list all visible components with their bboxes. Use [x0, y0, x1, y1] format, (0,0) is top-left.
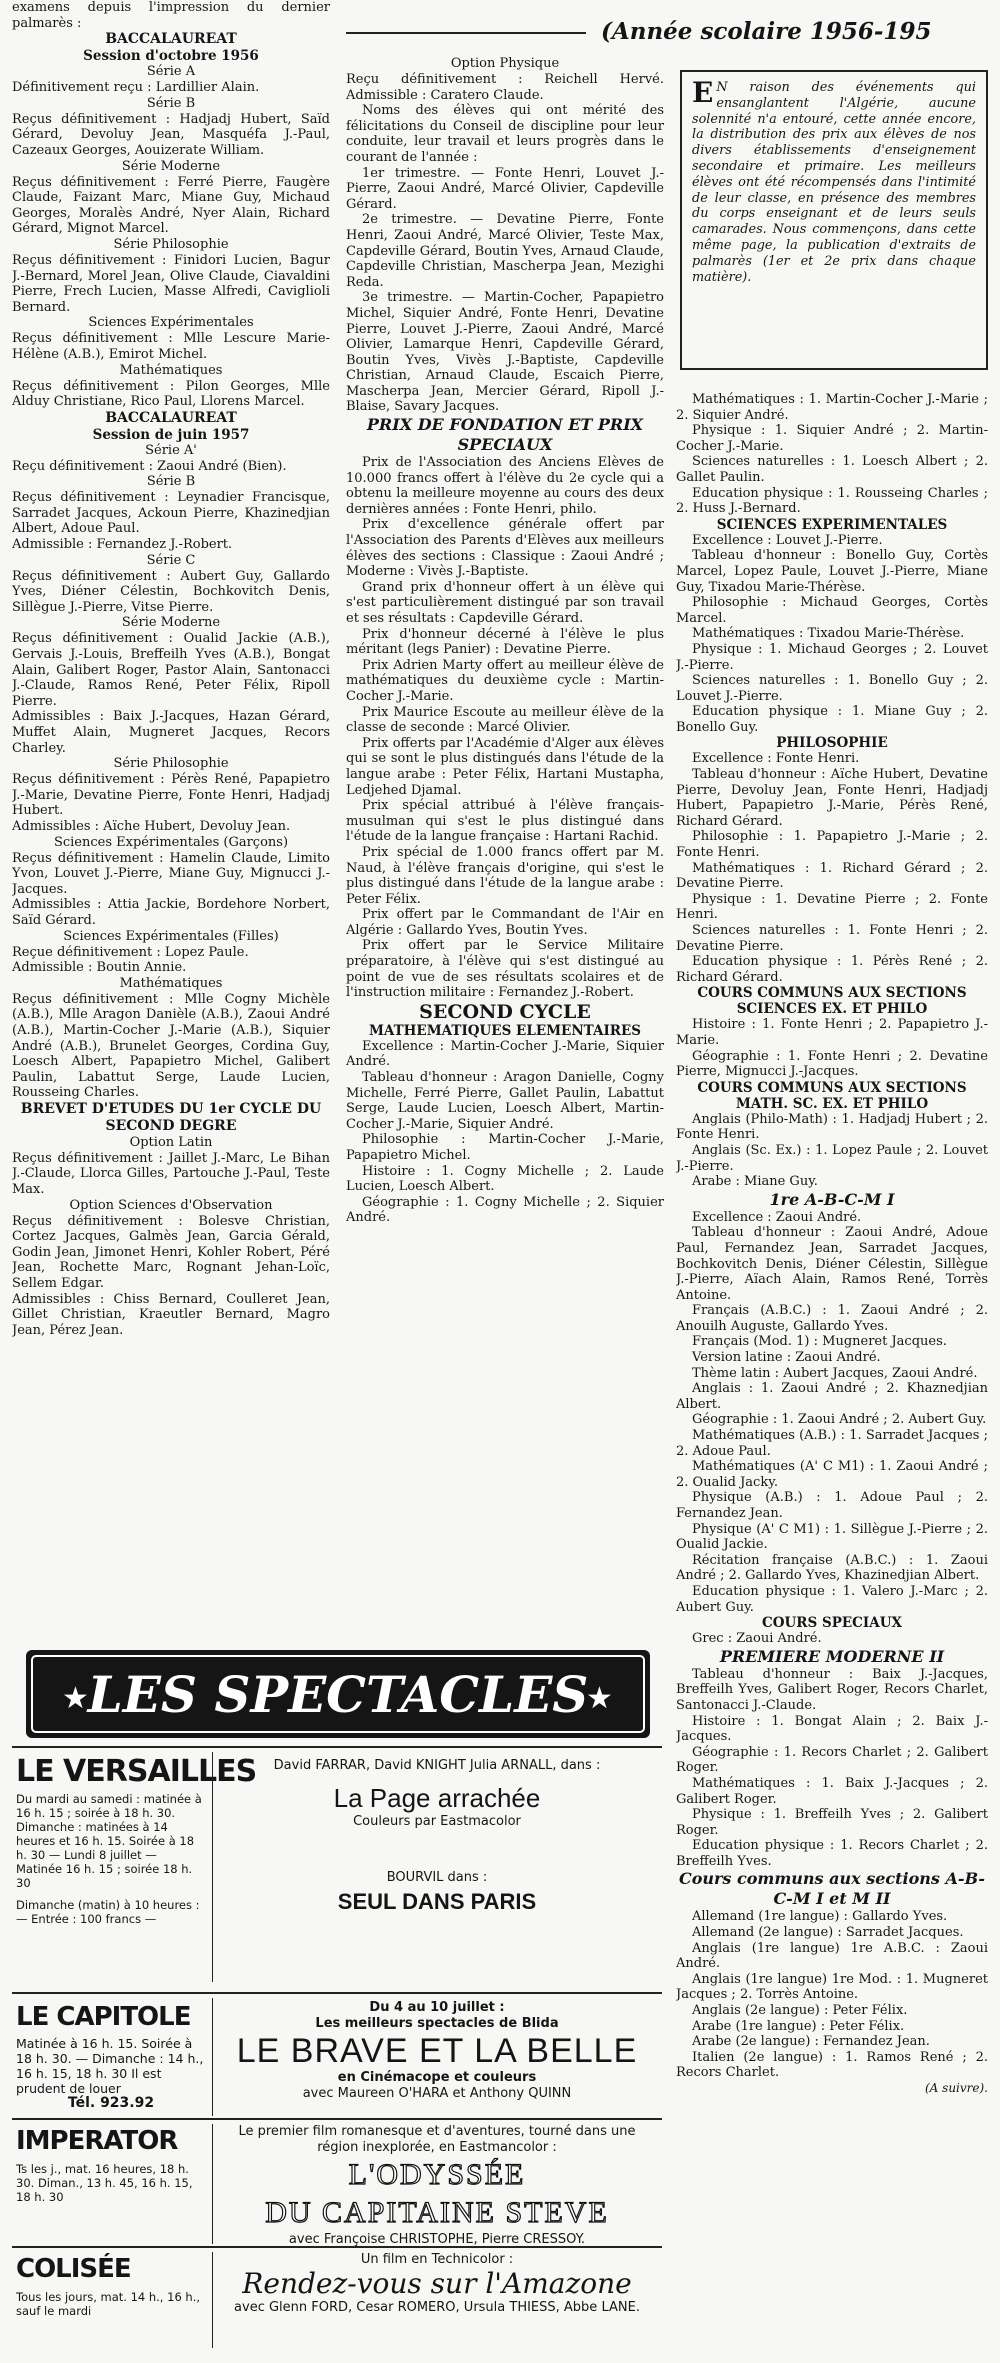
- film-cast: avec Glenn FORD, Cesar ROMERO, Ursula THIESS, Abbe LANE.: [234, 2300, 640, 2315]
- paragraph: Reçus définitivement : Oualid Jackie (A.B.), Gervais J.-Louis, Breffeilh Yves (A.B.), Bongat Alain, Galibert Roger, Pastor Alain, Santonacci J.-Claude, Ramos René, Peter Félix, Ripoll Pierre.: [12, 631, 330, 709]
- venue-schedule: Du mardi au samedi : matinée à 16 h. 15 ; soirée à 18 h. 30. Dimanche : matinées à 14 heures et 16 h. 15. Soirée à 18 h. 30 — Lundi 8 juillet — Matinée 16 h. 15 ; soirée 18 h. 30: [16, 1792, 202, 1890]
- paragraph: Reçus définitivement : Bolesve Christian, Cortez Jacques, Galmès Jean, Garcia Gérald, Godin Jean, Jimonet Henri, Kohler Robert, Péré Jean, Rochette Marc, Rognant Jehan-Loïc, Sellem Edgar.: [12, 1213, 330, 1292]
- paragraph: Prix d'honneur décerné à l'élève le plus méritant (legs Panier) : Devatine Pierre.: [346, 626, 664, 658]
- paragraph: Sciences naturelles : 1. Fonte Henri ; 2. Devatine Pierre.: [676, 923, 988, 954]
- film-color: Couleurs par Eastmacolor: [353, 1814, 521, 1829]
- paragraph: Tableau d'honneur : Bonello Guy, Cortès Marcel, Lopez Paule, Louvet J.-Pierre, Miane Guy, Tixadou Marie-Thérèse.: [676, 548, 988, 595]
- paragraph: Mathématiques : 1. Richard Gérard ; 2. Devatine Pierre.: [676, 860, 988, 892]
- paragraph: Anglais (Sc. Ex.) : 1. Lopez Paule ; 2. Louvet J.-Pierre.: [676, 1142, 988, 1174]
- film-title: La Page arrachée: [333, 1783, 541, 1813]
- paragraph: Reçus définitivement : Finidori Lucien, Bagur J.-Bernard, Morel Jean, Olive Claude, Ciavaldini Pierre, Frech Lucien, Masse Alfredi, Caviglioli Bernard.: [12, 252, 330, 315]
- notice-box: [680, 70, 988, 370]
- venue-capitole: [12, 1992, 662, 2118]
- paragraph: Education physique : 1. Recors Charlet ; 2. Breffeilh Yves.: [676, 1838, 988, 1869]
- subheading: Sciences Expérimentales (Garçons): [53, 834, 289, 850]
- banner-title: LES SPECTACLES: [87, 1665, 589, 1724]
- paragraph: Allemand (1re langue) : Gallardo Yves.: [692, 1909, 948, 1925]
- bold-heading: Session de juin 1957: [92, 426, 250, 443]
- paragraph: Tableau d'honneur : Aragon Danielle, Cogny Michelle, Ferré Pierre, Gallet Paulin, Labattut Serge, Laude Lucien, Loesch Albert, Martin-Cocher J.-Marie, Siquier André.: [346, 1070, 664, 1132]
- paragraph: Version latine : Zaoui André.: [692, 1350, 881, 1366]
- paragraph: Excellence : Louvet J.-Pierre.: [692, 532, 883, 548]
- film-cast: avec Françoise CHRISTOPHE, Pierre CRESSOY.: [288, 2232, 586, 2247]
- paragraph: Prix Adrien Marty offert au meilleur élève de mathématiques du deuxième cycle : Martin-Cocher J.-Marie.: [346, 657, 664, 704]
- paragraph: Reçus définitivement : Pérès René, Papapietro J.-Marie, Devatine Pierre, Fonte Henri, Hadjadj Hubert.: [12, 772, 330, 819]
- paragraph: Mathématiques : 1. Baix J.-Jacques ; 2. Galibert Roger.: [676, 1775, 988, 1807]
- film-tagline: Les meilleurs spectacles de Blida: [315, 2016, 559, 2031]
- paragraph: Anglais (Philo-Math) : 1. Hadjadj Hubert ; 2. Fonte Henri.: [676, 1111, 988, 1143]
- paragraph: Reçus définitivement : Mlle Cogny Michèle (A.B.), Mlle Aragon Danièle (A.B.), Zaoui André (A.B.), Martin-Cocher J.-Marie (A.B.), Siquier André (A.B.), Brunelet Georges, Cordina Guy, Loesch Albert, Papapietro Michel, Galibert Paulin, Labattut Serge, Laude Lucien, Rousseing Charles.: [12, 991, 330, 1101]
- subheading: Série A': [145, 442, 197, 458]
- star-left-icon: ★: [62, 1681, 89, 1716]
- section-heading: BACCALAUREAT: [105, 31, 237, 48]
- paragraph: Prix spécial de 1.000 francs offert par M. Naud, à l'élève français d'origine, qui s'est le plus distingué dans l'étude de la langue arabe : Peter Félix.: [346, 844, 664, 907]
- banner-graphic: [26, 1650, 650, 1738]
- paragraph: Admissible : Fernandez J.-Robert.: [12, 537, 233, 553]
- film-title-line-2: DU CAPITAINE STEVE: [265, 2196, 609, 2229]
- paragraph: Français (A.B.C.) : 1. Zaoui André ; 2. Anouilh Auguste, Gallardo Yves.: [676, 1303, 988, 1334]
- film-cast: avec Maureen O'HARA et Anthony QUINN: [302, 2086, 572, 2101]
- subheading: Série Philosophie: [113, 236, 229, 252]
- paragraph: Reçue définitivement : Lopez Paule.: [12, 944, 249, 960]
- paragraph: Noms des élèves qui ont mérité des félicitations du Conseil de discipline pour leur conduite, leur travail et leurs progrès dans le courant de l'année :: [346, 103, 664, 165]
- paragraph: 2e trimestre. — Devatine Pierre, Fonte Henri, Zaoui André, Marcé Olivier, Teste Max, Capdeville Gérard, Boutin Yves, Arnaud Claude, Capdeville Christian, Mascherpa Jean, Mezighi Reda.: [346, 212, 664, 290]
- paragraph: Reçus définitivement : Hadjadj Hubert, Saïd Gérard, Devoluy Jean, Masquéfa J.-Paul, Cazeaux Georges, Aouizerate William.: [12, 111, 330, 158]
- paragraph: Admissibles : Baix J.-Jacques, Hazan Gérard, Muffet Alain, Mugneret Jacques, Recors Charley.: [12, 709, 330, 756]
- page-header: [346, 18, 1000, 54]
- paragraph: Reçu définitivement : Zaoui André (Bien).: [12, 458, 287, 474]
- subheading: Série Moderne: [121, 615, 221, 631]
- paragraph: Prix offerts par l'Académie d'Alger aux élèves qui se sont le plus distingués dans l'étude de la langue arabe : Peter Félix, Hartani Mustapha, Ledjehed Djamal.: [346, 735, 664, 798]
- italic-heading: Cours communs aux sections A-B-C-M I et M II: [678, 1869, 986, 1909]
- paragraph: Physique (A' C M1) : 1. Sillègue J.-Pierre ; 2. Oualid Jackie.: [676, 1521, 988, 1553]
- film-title: LE BRAVE ET LA BELLE: [236, 2032, 638, 2070]
- subheading: Mathématiques: [119, 362, 223, 378]
- page-title: (Année scolaire 1956-195: [601, 18, 932, 45]
- spectacles-banner: [26, 1650, 650, 1738]
- venue-name: LE VERSAILLES: [16, 1754, 257, 1789]
- notice-text: N raison des événements qui ensanglantent l'Algérie, aucune solennité n'a entouré, cette année encore, la distribution des prix aux élèves de nos divers établissements d'enseignement secondaire et primaire. Les meilleurs élèves ont été récompensés dans l'intimité de leur classe, en présence des membres du corps enseignant et de leurs seuls camarades. Nous commençons, dans cette même page, la publication d'extraits de palmarès (1er et 2e prix dans chaque matière).: [692, 80, 976, 285]
- venue-divider: [212, 1998, 213, 2116]
- paragraph: Admissibles : Chiss Bernard, Coulleret Jean, Gillet Christian, Kraeutler Bernard, Magro Jean, Pérez Jean.: [12, 1291, 330, 1338]
- paragraph: Géographie : 1. Zaoui André ; 2. Aubert Guy.: [692, 1412, 987, 1428]
- paragraph: Tableau d'honneur : Zaoui André, Adoue Paul, Fernandez Jean, Sarradet Jacques, Bochkovitch Denis, Diéner Célestin, Sillègue J.-Pierre, Aïach Alain, Ramos René, Torrès Antoine.: [676, 1225, 988, 1303]
- italic-heading: PRIX DE FONDATION ET PRIX SPECIAUX: [366, 415, 644, 455]
- paragraph: Mathématiques (A.B.) : 1. Sarradet Jacques ; 2. Adoue Paul.: [676, 1428, 988, 1459]
- venue-phone: Tél. 923.92: [67, 2095, 155, 2111]
- film-format: en Cinémacope et couleurs: [337, 2070, 537, 2085]
- paragraph: Tableau d'honneur : Aïche Hubert, Devatine Pierre, Devoluy Jean, Fonte Henri, Hadjadj Hubert, Papapietro J.-Marie, Pérès René, Richard Gérard.: [676, 767, 988, 829]
- paragraph: Sciences naturelles : 1. Bonello Guy ; 2. Louvet J.-Pierre.: [676, 673, 988, 704]
- paragraph: Prix d'excellence générale offert par l'Association des Parents d'Elèves aux meilleurs élèves des sections : Classique : Zaoui André ; Moderne : Vivès J.-Baptiste.: [346, 517, 664, 580]
- paragraph: Excellence : Fonte Henri.: [692, 751, 860, 767]
- venue-divider: [212, 2252, 213, 2348]
- paragraph: Arabe (2e langue) : Fernandez Jean.: [692, 2034, 930, 2050]
- paragraph: Récitation française (A.B.C.) : 1. Zaoui André ; 2. Gallardo Yves, Khazinedjian Albert.: [676, 1552, 988, 1584]
- bold-heading: MATHEMATIQUES ELEMENTAIRES: [368, 1022, 642, 1039]
- paragraph: Géographie : 1. Cogny Michelle ; 2. Siquier André.: [346, 1194, 664, 1226]
- venue-divider: [212, 1752, 213, 1982]
- film-title-line-1: L'ODYSSÉE: [348, 2158, 526, 2191]
- venue-schedule: Matinée à 16 h. 15. Soirée à 18 h. 30. — Dimanche : 14 h., 16 h. 15, 18 h. 30 Il est prudent de louer: [16, 2036, 204, 2096]
- film-dates: Du 4 au 10 juillet :: [369, 2000, 505, 2015]
- paragraph: Histoire : 1. Cogny Michelle ; 2. Laude Lucien, Loesch Albert.: [346, 1163, 664, 1195]
- paragraph: Prix Maurice Escoute au meilleur élève de la classe de seconde : Marcé Olivier.: [346, 704, 664, 736]
- paragraph: Italien (2e langue) : 1. Ramos René ; 2. Recors Charlet.: [676, 2049, 988, 2081]
- venue-name: COLISÉE: [16, 2254, 131, 2284]
- paragraph: Prix de l'Association des Anciens Elèves de 10.000 francs offert à l'élève du 2e cycle qui a obtenu la meilleure moyenne au cours des deux dernières années : Fonte Henri, philo.: [346, 455, 664, 517]
- film-description: Un film en Technicolor :: [360, 2252, 514, 2267]
- bold-heading: COURS COMMUNS AUX SECTIONS SCIENCES EX. ET PHILO: [697, 985, 967, 1018]
- paragraph: Education physique : 1. Valero J.-Marc ; 2. Aubert Guy.: [676, 1583, 988, 1615]
- drop-cap: E: [692, 76, 714, 109]
- section-heading: BREVET D'ETUDES DU 1er CYCLE DU SECOND DEGRE: [20, 1100, 322, 1134]
- star-right-icon: ★: [586, 1681, 613, 1716]
- major-heading: SECOND CYCLE: [419, 1000, 591, 1023]
- paragraph: Prix spécial attribué à l'élève français-musulman qui s'est le plus distingué dans l'étude de la langue française : Hartani Rachid.: [346, 798, 664, 845]
- paragraph: Arabe : Miane Guy.: [692, 1174, 818, 1190]
- paragraph: Histoire : 1. Fonte Henri ; 2. Papapietro J.-Marie.: [676, 1017, 988, 1048]
- paragraph: Mathématiques : Tixadou Marie-Thérèse.: [692, 626, 965, 642]
- paragraph: Physique : 1. Michaud Georges ; 2. Louvet J.-Pierre.: [676, 641, 988, 673]
- paragraph: Grec : Zaoui André.: [692, 1631, 822, 1647]
- bold-heading: COURS SPECIAUX: [762, 1615, 902, 1632]
- paragraph: Admissibles : Aïche Hubert, Devoluy Jean.: [12, 818, 291, 834]
- paragraph: Philosophie : Martin-Cocher J.-Marie, Papapietro Michel.: [346, 1132, 664, 1163]
- paragraph: Reçus définitivement : Hamelin Claude, Limito Yvon, Louvet J.-Pierre, Miane Guy, Mignucci J.-Jacques.: [12, 850, 330, 897]
- paragraph: Physique : 1. Siquier André ; 2. Martin-Cocher J.-Marie.: [676, 423, 988, 454]
- paragraph: Histoire : 1. Bongat Alain ; 2. Baix J.-Jacques.: [676, 1713, 988, 1745]
- paragraph: Reçu définitivement : Reichell Hervé. Admissible : Caratero Claude.: [346, 72, 664, 103]
- paragraph: 1er trimestre. — Fonte Henri, Louvet J.-Pierre, Zaoui André, Marcé Olivier, Capdeville Gérard.: [346, 165, 664, 212]
- subheading: Série Philosophie: [113, 756, 229, 772]
- paragraph: Physique : 1. Devatine Pierre ; 2. Fonte Henri.: [676, 891, 988, 923]
- paragraph: Thème latin : Aubert Jacques, Zaoui André.: [692, 1365, 978, 1381]
- paragraph: Anglais : 1. Zaoui André ; 2. Khaznedjian Albert.: [676, 1381, 988, 1412]
- film-cast-2: BOURVIL dans :: [386, 1870, 488, 1885]
- subheading: Mathématiques: [119, 975, 223, 991]
- paragraph: Géographie : 1. Recors Charlet ; 2. Galibert Roger.: [676, 1744, 988, 1776]
- paragraph: Sciences naturelles : 1. Loesch Albert ; 2. Gallet Paulin.: [676, 454, 988, 485]
- subheading: Option Sciences d'Observation: [69, 1197, 273, 1213]
- paragraph: 3e trimestre. — Martin-Cocher, Papapietro Michel, Siquier André, Fonte Henri, Devatine Pierre, Louvet J.-Pierre, Zaoui André, Marcé Olivier, Lamarque Henri, Capdeville Gérard, Boutin Yves, Vivès J.-Baptiste, Capdeville Christian, Arnaud Claude, Escaich Pierre, Mascherpa Jean, Mercier Gérard, Ripoll J.-Blaise, Savary Jacques.: [346, 290, 664, 415]
- paragraph: Prix offert par le Service Militaire préparatoire, à l'élève qui s'est distingué au point de vue de ses résultats scolaires et de l'instruction militaire : Fernandez J.-Robert.: [346, 938, 664, 1001]
- paragraph: Reçus définitivement : Mlle Lescure Marie-Hélène (A.B.), Emirot Michel.: [12, 331, 330, 362]
- paragraph: Allemand (2e langue) : Sarradet Jacques.: [692, 1925, 964, 1941]
- paragraph: Education physique : 1. Pérès René ; 2. Richard Gérard.: [676, 954, 988, 985]
- venue-colisee: [12, 2246, 662, 2348]
- column-2: [346, 56, 664, 1636]
- paragraph: Physique : 1. Breffeilh Yves ; 2. Galibert Roger.: [676, 1807, 988, 1838]
- venue-divider: [212, 2124, 213, 2244]
- venue-schedule-sunday: Dimanche (matin) à 10 heures : — Entrée : 100 francs —: [16, 1898, 200, 1926]
- bold-heading: SCIENCES EXPERIMENTALES: [716, 516, 948, 533]
- paragraph: Grand prix d'honneur offert à un élève qui s'est particulièrement distingué par son travail et ses résultats : Capdeville Gérard.: [346, 579, 664, 626]
- spectacles-section: [12, 1650, 662, 2350]
- paragraph: Physique (A.B.) : 1. Adoue Paul ; 2. Fernandez Jean.: [676, 1490, 988, 1521]
- film-title: Rendez-vous sur l'Amazone: [242, 2267, 632, 2300]
- subheading: Série B: [146, 95, 196, 111]
- paragraph: Reçus définitivement : Pilon Georges, Mlle Alduy Christiane, Rico Paul, Llorens Marcel.: [12, 378, 330, 410]
- bold-heading: COURS COMMUNS AUX SECTIONS MATH. SC. EX. ET PHILO: [697, 1079, 967, 1112]
- paragraph: Prix offert par le Commandant de l'Air en Algérie : Gallardo Yves, Boutin Yves.: [346, 907, 664, 938]
- paragraph: Admissible : Boutin Annie.: [12, 960, 187, 976]
- paragraph: Anglais (1re langue) 1re Mod. : 1. Mugneret Jacques ; 2. Torrès Antoine.: [676, 1971, 988, 2003]
- paragraph: Définitivement reçu : Lardillier Alain.: [12, 80, 260, 96]
- paragraph: Reçus définitivement : Jaillet J.-Marc, Le Bihan J.-Claude, Llorca Gilles, Partouche J.-Paul, Teste Max.: [12, 1150, 330, 1198]
- film-title-2: SEUL DANS PARIS: [337, 1889, 537, 1914]
- venue-versailles: [12, 1746, 662, 1992]
- italic-heading: PREMIERE MODERNE II: [719, 1646, 945, 1666]
- venue-imperator: [12, 2118, 662, 2246]
- header-rule: [346, 32, 586, 34]
- subheading: Série C: [146, 552, 196, 568]
- paragraph: Reçus définitivement : Leynadier Francisque, Sarradet Jacques, Ackoun Pierre, Khazinedjian Albert, Adoue Paul.: [12, 490, 330, 537]
- subheading: Sciences Expérimentales: [88, 315, 254, 331]
- venue-schedule: Ts les j., mat. 16 heures, 18 h. 30. Diman., 13 h. 45, 16 h. 15, 18 h. 30: [16, 2162, 193, 2204]
- paragraph: Mathématiques : 1. Martin-Cocher J.-Marie ; 2. Siquier André.: [676, 392, 988, 423]
- venue-name: LE CAPITOLE: [16, 2002, 191, 2032]
- column-3: [676, 392, 988, 2352]
- bold-heading: PHILOSOPHIE: [776, 735, 888, 752]
- venue-name: IMPERATOR: [16, 2126, 178, 2156]
- paragraph: Français (Mod. 1) : Mugneret Jacques.: [692, 1334, 947, 1350]
- bold-heading: Session d'octobre 1956: [83, 48, 259, 65]
- paragraph: Reçus définitivement : Ferré Pierre, Faugère Claude, Faizant Marc, Miane Guy, Michaud Georges, Moralès André, Nyer Alain, Richard Gérard, Mignot Marcel.: [12, 174, 330, 237]
- paragraph: Education physique : 1. Miane Guy ; 2. Bonello Guy.: [676, 704, 988, 735]
- paragraph: Admissibles : Attia Jackie, Bordehore Norbert, Saïd Gérard.: [12, 897, 330, 928]
- paragraph: Tableau d'honneur : Baix J.-Jacques, Breffeilh Yves, Galibert Roger, Recors Charlet, Santonacci J.-Claude.: [676, 1666, 988, 1713]
- italic-heading: 1re A-B-C-M I: [769, 1189, 895, 1209]
- paragraph: Philosophie : Michaud Georges, Cortès Marcel.: [676, 595, 988, 626]
- subheading: Série A: [146, 64, 196, 80]
- subheading: Option Physique: [450, 56, 560, 71]
- paragraph: Excellence : Martin-Cocher J.-Marie, Siquier André.: [346, 1038, 664, 1070]
- paragraph: Philosophie : 1. Papapietro J.-Marie ; 2. Fonte Henri.: [676, 829, 988, 861]
- paragraph: Arabe (1re langue) : Peter Félix.: [692, 2018, 905, 2034]
- column-1: [12, 0, 330, 1640]
- film-description: Le premier film romanesque et d'aventures, tourné dans une région inexplorée, en Eastmancolor :: [238, 2124, 636, 2155]
- paragraph: Reçus définitivement : Aubert Guy, Gallardo Yves, Diéner Célestin, Bochkovitch Denis, Sillègue J.-Pierre, Vitse Pierre.: [12, 568, 330, 615]
- paragraph: Mathématiques (A' C M1) : 1. Zaoui André ; 2. Oualid Jacky.: [676, 1459, 988, 1490]
- paragraph: Anglais (2e langue) : Peter Félix.: [692, 2003, 908, 2019]
- subheading: Série B: [146, 474, 196, 490]
- subheading: Série Moderne: [121, 158, 221, 174]
- paragraph: Géographie : 1. Fonte Henri ; 2. Devatine Pierre, Mignucci J.-Jacques.: [676, 1048, 988, 1080]
- venue-schedule: Tous les jours, mat. 14 h., 16 h., sauf le mardi: [16, 2290, 201, 2318]
- subheading: Option Latin: [129, 1134, 213, 1150]
- paragraph: Excellence : Zaoui André.: [692, 1209, 862, 1225]
- paragraph: examens depuis l'impression du dernier palmarès :: [12, 0, 330, 31]
- continuation-note: (A suivre).: [925, 2081, 988, 2095]
- paragraph: Education physique : 1. Rousseing Charles ; 2. Huss J.-Bernard.: [676, 485, 988, 517]
- paragraph: Anglais (1re langue) 1re A.B.C. : Zaoui André.: [676, 1940, 988, 1972]
- film-cast: David FARRAR, David KNIGHT Julia ARNALL, dans :: [273, 1758, 601, 1773]
- subheading: Sciences Expérimentales (Filles): [63, 928, 279, 944]
- section-heading: BACCALAUREAT: [105, 409, 237, 426]
